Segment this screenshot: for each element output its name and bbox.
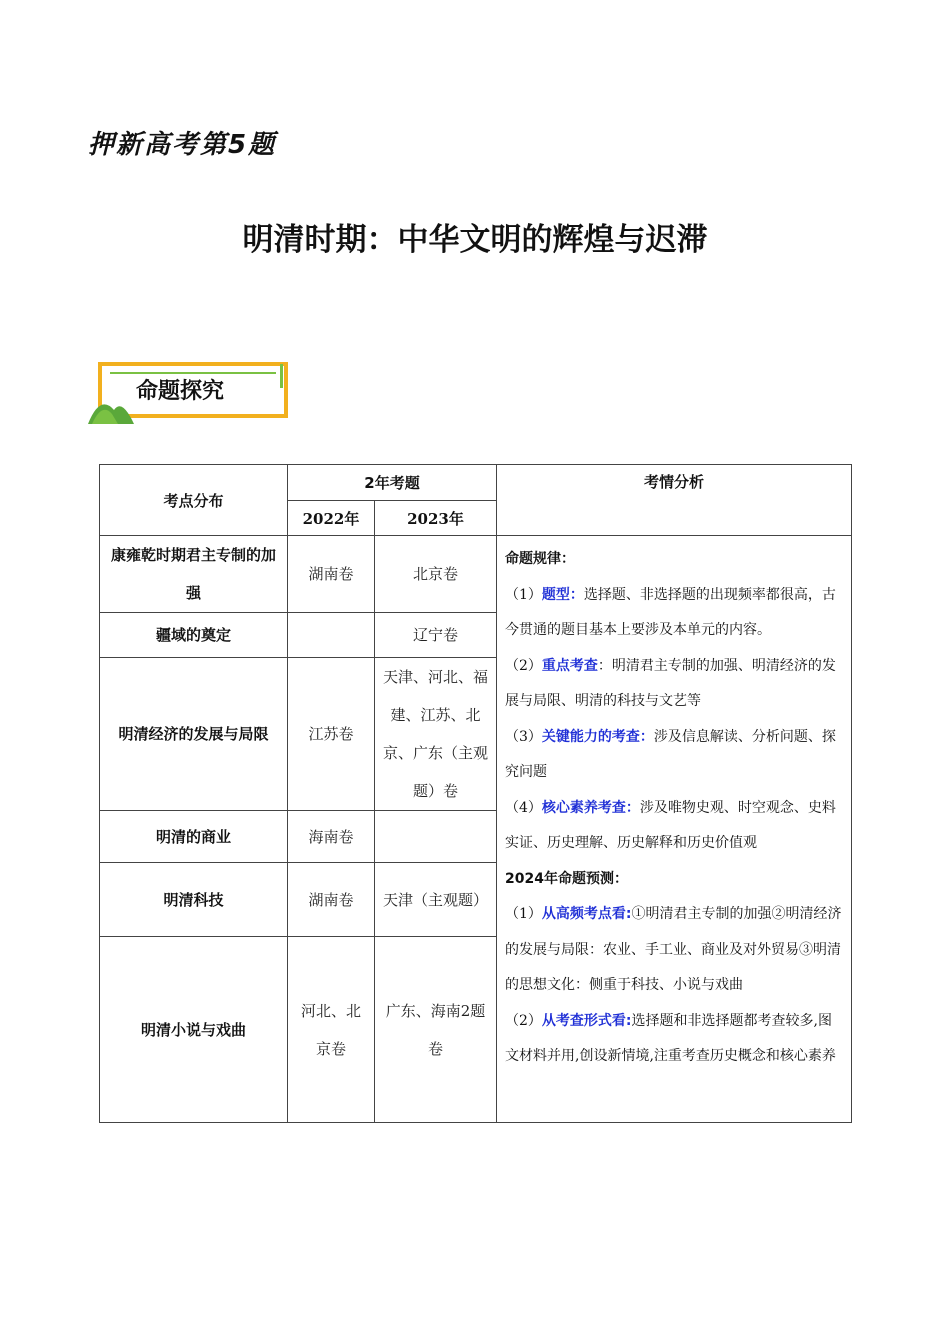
- rule-heading: 命题规律：: [505, 551, 575, 567]
- page-title: 明清时期：中华文明的辉煌与迟滞: [242, 222, 708, 258]
- row-topic: 明清小说与戏曲: [100, 937, 288, 1123]
- header-topic: 考点分布: [100, 465, 288, 536]
- row-2022: 河北、北京卷: [288, 937, 375, 1123]
- badge-label: 命题探究: [136, 379, 225, 404]
- rule-num: （2）: [505, 657, 542, 674]
- rule-key: 重点考查: [541, 657, 598, 674]
- header-2022: 2022年: [288, 501, 375, 536]
- badge-accent-mark: [280, 364, 283, 388]
- hills-icon: [88, 388, 140, 426]
- row-topic: 疆域的奠定: [100, 613, 288, 658]
- row-2023: 辽宁卷: [375, 613, 497, 658]
- rule-item: [505, 791, 843, 862]
- rule-key: 题型: [541, 586, 570, 603]
- row-2023: 广东、海南2题卷: [375, 937, 497, 1123]
- exam-analysis-table: [99, 464, 852, 1123]
- predict-key: 从考查形式看: [541, 1012, 626, 1029]
- row-2022: 湖南卷: [288, 536, 375, 613]
- row-topic: 明清经济的发展与局限: [100, 658, 288, 811]
- rule-key: 关键能力的考查: [541, 728, 640, 745]
- row-2022: 湖南卷: [288, 863, 375, 937]
- rule-sep: ：: [597, 657, 612, 674]
- rule-key: 核心素养考查: [541, 799, 626, 816]
- predict-sep: :: [625, 1012, 632, 1029]
- rule-sep: ：: [569, 586, 584, 603]
- header-analysis: 考情分析: [497, 465, 852, 536]
- predict-text: ①明清君主专制的加强②明清经济的发展与局限：农业、手工业、商业及对外贸易③明清的思想文化：侧重于科技、小说与戏曲: [505, 906, 842, 993]
- predict-item: [505, 897, 843, 1004]
- row-2023: 天津、河北、福建、江苏、北京、广东（主观题）卷: [375, 658, 497, 811]
- predict-heading: 2024年命题预测：: [505, 870, 628, 887]
- rule-num: （1）: [505, 586, 542, 603]
- row-2022: 海南卷: [288, 811, 375, 863]
- row-2023: 北京卷: [375, 536, 497, 613]
- row-2023: 天津（主观题）: [375, 863, 497, 937]
- predict-num: （2）: [505, 1012, 542, 1029]
- rule-text: 选择题、非选择题的出现频率都很高，古今贯通的题目基本上要涉及本单元的内容。: [505, 586, 836, 638]
- section-badge: [88, 360, 298, 426]
- predict-text: 选择题和非选择题都考查较多,图文材料并用,创设新情境,注重考查历史概念和核心素养: [505, 1012, 836, 1064]
- rule-num: （4）: [505, 799, 542, 816]
- row-topic: 明清的商业: [100, 811, 288, 863]
- predict-item: [505, 1004, 843, 1075]
- kicker-heading: 押新高考第5题: [88, 130, 277, 160]
- header-2023: 2023年: [375, 501, 497, 536]
- rule-text: 明清君主专制的加强、明清经济的发展与局限、明清的科技与文艺等: [505, 657, 836, 709]
- analysis-cell: [497, 536, 852, 1123]
- predict-sep: :: [625, 906, 632, 922]
- row-2022: [288, 613, 375, 658]
- rule-sep: ：: [639, 728, 654, 745]
- predict-num: （1）: [505, 906, 542, 922]
- row-2023: [375, 811, 497, 863]
- predict-key: 从高频考点看: [541, 906, 626, 922]
- row-2022: 江苏卷: [288, 658, 375, 811]
- rule-text: 涉及信息解读、分析问题、探究问题: [505, 728, 836, 780]
- rule-item: [505, 578, 843, 649]
- rule-sep: ：: [625, 799, 640, 816]
- rule-item: [505, 649, 843, 720]
- rule-item: [505, 720, 843, 791]
- header-years-group: 2年考题: [288, 465, 497, 501]
- rule-text: 涉及唯物史观、时空观念、史料实证、历史理解、历史解释和历史价值观: [505, 799, 836, 851]
- row-topic: 康雍乾时期君主专制的加强: [100, 536, 288, 613]
- rule-num: （3）: [505, 728, 542, 745]
- row-topic: 明清科技: [100, 863, 288, 937]
